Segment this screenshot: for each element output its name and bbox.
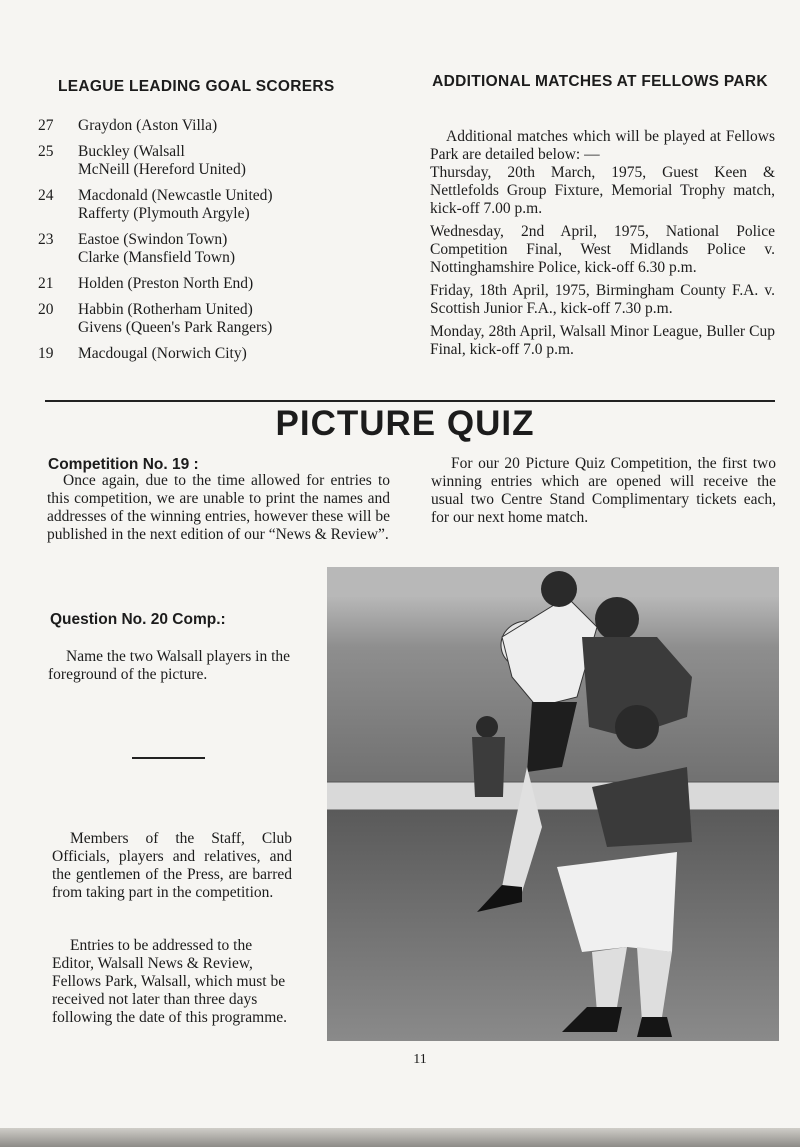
scorer-row bbox=[38, 117, 398, 135]
scorer-row bbox=[38, 301, 398, 337]
scorer-name: Habbin (Rotherham United) bbox=[78, 301, 253, 318]
section-divider bbox=[45, 400, 775, 402]
scorer-name: Holden (Preston North End) bbox=[78, 275, 254, 292]
match-item: Wednesday, 2nd April, 1975, National Police Competition Final, West Midlands Police v. Nottinghamshire Police, kick-off 6.30 p.m. bbox=[430, 223, 775, 276]
members-text: Members of the Staff, Club Officials, players and relatives, and the gentlemen of the Press, are barred from taking part in the competition. bbox=[52, 830, 292, 901]
goal-count: 27 bbox=[38, 117, 54, 134]
match-item: Friday, 18th April, 1975, Birmingham County F.A. v. Scottish Junior F.A., kick-off 7.30 p.m. bbox=[430, 282, 775, 317]
goal-count: 20 bbox=[38, 301, 54, 318]
scorer-name: Macdougal (Norwich City) bbox=[78, 345, 247, 362]
matches-section bbox=[430, 128, 775, 364]
entries-text: Entries to be addressed to the Editor, Walsall News & Review, Fellows Park, Walsall, which must be received not later than three days following the date of this programme. bbox=[52, 937, 288, 1026]
scorers-list bbox=[38, 117, 398, 371]
scorer-name: Macdonald (Newcastle United) bbox=[78, 187, 273, 204]
scorer-row bbox=[38, 275, 398, 293]
scorer-row bbox=[38, 187, 398, 223]
matches-heading: ADDITIONAL MATCHES AT FELLOWS PARK bbox=[432, 73, 768, 90]
scorer-row bbox=[38, 143, 398, 179]
question-text: Name the two Walsall players in the foreground of the picture. bbox=[48, 648, 291, 683]
scorer-name: Eastoe (Swindon Town) bbox=[78, 231, 228, 248]
scorer-name: Rafferty (Plymouth Argyle) bbox=[78, 205, 250, 222]
scorers-heading: LEAGUE LEADING GOAL SCORERS bbox=[58, 78, 335, 95]
page-bottom-shadow bbox=[0, 1128, 800, 1147]
scorer-row bbox=[38, 345, 398, 363]
goal-count: 19 bbox=[38, 345, 54, 362]
goal-count: 23 bbox=[38, 231, 54, 248]
winners-text: For our 20 Picture Quiz Competition, the first two winning entries which are opened will receive the usual two Centre Stand Complimentary tickets each, for our next home match. bbox=[431, 455, 776, 526]
goal-count: 21 bbox=[38, 275, 54, 292]
scorer-name: Buckley (Walsall bbox=[78, 143, 185, 160]
goal-count: 24 bbox=[38, 187, 54, 204]
goal-count: 25 bbox=[38, 143, 54, 160]
scorer-name: Clarke (Mansfield Town) bbox=[78, 249, 236, 266]
scorer-name: Graydon (Aston Villa) bbox=[78, 117, 218, 134]
football-match-photo bbox=[327, 567, 779, 1041]
matches-intro: Additional matches which will be played at Fellows Park are detailed below: — bbox=[430, 128, 775, 163]
picture-quiz-title: PICTURE QUIZ bbox=[275, 404, 535, 443]
competition-text: Once again, due to the time allowed for entries to this competition, we are unable to print the names and addresses of the winning entries, however these will be published in the next edition of our “News & Review”. bbox=[47, 472, 390, 543]
question-heading: Question No. 20 Comp.: bbox=[50, 611, 226, 628]
short-divider bbox=[132, 757, 205, 759]
match-item: Thursday, 20th March, 1975, Guest Keen & Nettlefolds Group Fixture, Memorial Trophy match, kick-off 7.00 p.m. bbox=[430, 164, 775, 217]
page-number: 11 bbox=[413, 1052, 427, 1067]
competition-heading: Competition No. 19 : bbox=[48, 456, 199, 473]
scorer-row bbox=[38, 231, 398, 267]
match-item: Monday, 28th April, Walsall Minor League, Buller Cup Final, kick-off 7.0 p.m. bbox=[430, 323, 775, 358]
scorer-name: McNeill (Hereford United) bbox=[78, 161, 246, 178]
scorer-name: Givens (Queen's Park Rangers) bbox=[78, 319, 273, 336]
